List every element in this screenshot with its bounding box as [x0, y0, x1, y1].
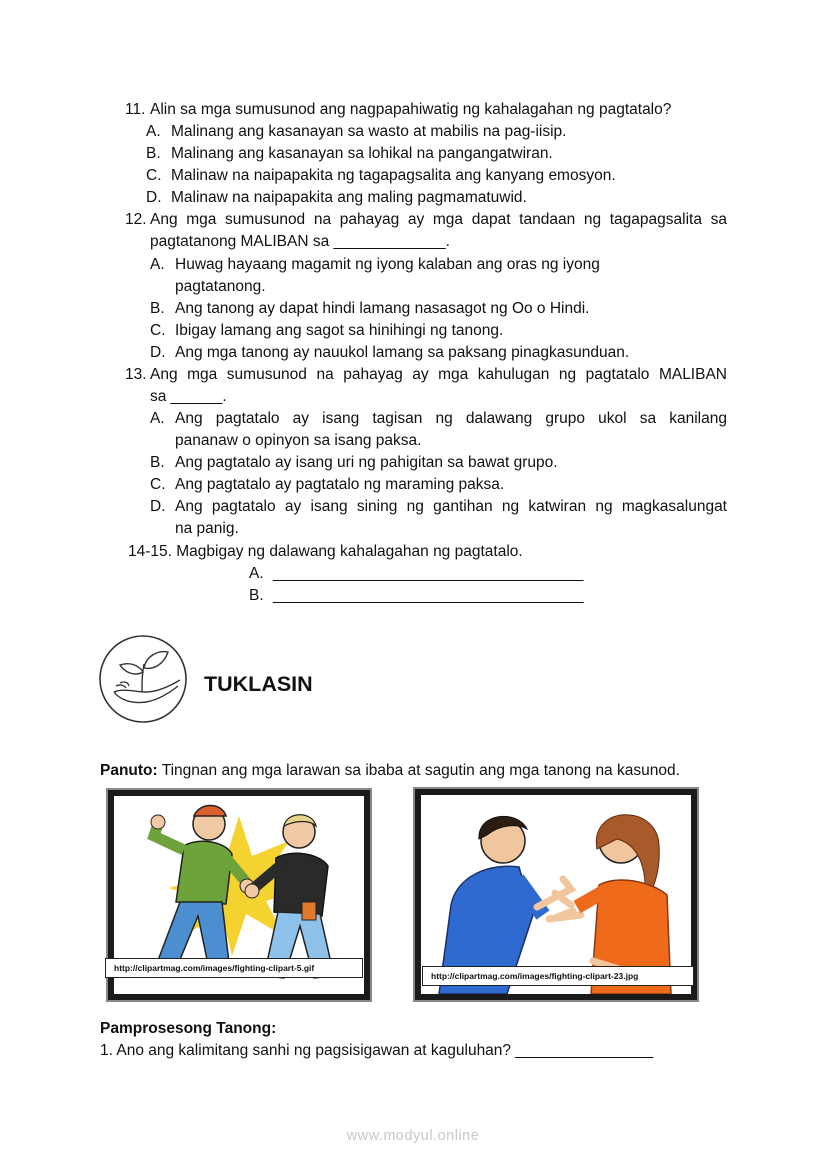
- q11-option-letter: B.: [146, 145, 161, 162]
- q13-option-letter: C.: [150, 476, 166, 493]
- seedling-hand-icon: [98, 634, 188, 724]
- q11-option-letter: C.: [146, 167, 162, 184]
- q12-option-letter: D.: [150, 344, 166, 361]
- q13-option-a-line1: Ang pagtatalo ay isang tagisan ng dalawang grupo ukol sa kanilang: [175, 410, 727, 427]
- q14-15-stem: 14-15. Magbigay ng dalawang kahalagahan ng pagtatalo.: [128, 543, 523, 560]
- q12-option-a-line2: pagtatanong.: [175, 278, 266, 295]
- q12-option-c: Ibigay lamang ang sagot sa hinihingi ng tanong.: [175, 322, 504, 339]
- q11-number: 11.: [125, 101, 146, 118]
- answer-blank-b[interactable]: ____________________________________: [273, 587, 584, 604]
- instruction-label: Panuto:: [100, 762, 158, 779]
- answer-letter-a: A.: [249, 565, 264, 582]
- q12-option-a-line1: Huwag hayaang magamit ng iyong kalaban ang oras ng iyong: [175, 256, 600, 273]
- instruction: [100, 760, 680, 782]
- q11-option-letter: A.: [146, 123, 161, 140]
- image-1-caption[interactable]: http://clipartmag.com/images/fighting-clipart-5.gif: [105, 958, 363, 978]
- q12-number: 12.: [125, 211, 147, 228]
- q13-option-letter: D.: [150, 498, 166, 515]
- q11-option-c: Malinaw na naipapakita ng tagapagsalita ang kanyang emosyon.: [171, 167, 616, 184]
- q13-option-c: Ang pagtatalo ay pagtatalo ng maraming paksa.: [175, 476, 505, 493]
- q11-option-a: Malinang ang kasanayan sa wasto at mabilis na pag-iisip.: [171, 123, 567, 140]
- answer-blank-a[interactable]: ____________________________________: [273, 565, 584, 582]
- processing-question-1: 1. Ano ang kalimitang sanhi ng pagsisigawan at kaguluhan? ________________: [100, 1042, 654, 1059]
- q13-stem-line2: sa ______.: [150, 388, 227, 405]
- answer-letter-b: B.: [249, 587, 264, 604]
- q12-stem-line2: pagtatanong MALIBAN sa _____________.: [150, 233, 450, 250]
- watermark: www.modyul.online: [346, 1128, 480, 1144]
- q13-stem-line1: Ang mga sumusunod na pahayag ay mga kahulugan ng pagtatalo MALIBAN: [150, 366, 727, 383]
- q12-option-letter: A.: [150, 256, 165, 273]
- q11-option-b: Malinang ang kasanayan sa lohikal na pangangatwiran.: [171, 145, 553, 162]
- q13-number: 13.: [125, 366, 147, 383]
- q11-stem: Alin sa mga sumusunod ang nagpapahiwatig ng kahalagahan ng pagtatalo?: [150, 101, 672, 118]
- q13-option-letter: A.: [150, 410, 165, 427]
- q12-option-b: Ang tanong ay dapat hindi lamang nasasagot ng Oo o Hindi.: [175, 300, 590, 317]
- image-2-caption[interactable]: http://clipartmag.com/images/fighting-clipart-23.jpg: [422, 966, 694, 986]
- processing-questions-heading: Pamprosesong Tanong:: [100, 1020, 277, 1037]
- q12-option-d: Ang mga tanong ay nauukol lamang sa paksang pinagkasunduan.: [175, 344, 630, 361]
- q12-option-letter: C.: [150, 322, 166, 339]
- q13-option-d-line1: Ang pagtatalo ay isang sining ng gantihan ng katwiran ng magkasalungat: [175, 498, 727, 515]
- q12-option-letter: B.: [150, 300, 165, 317]
- q13-option-d-line2: na panig.: [175, 520, 239, 537]
- q13-option-letter: B.: [150, 454, 165, 471]
- q13-option-a-line2: pananaw o opinyon sa isang paksa.: [175, 432, 422, 449]
- section-title: TUKLASIN: [204, 672, 313, 696]
- instruction-text: Tingnan ang mga larawan sa ibaba at sagutin ang mga tanong na kasunod.: [157, 762, 680, 779]
- q11-option-letter: D.: [146, 189, 162, 206]
- q12-stem-line1: Ang mga sumusunod na pahayag ay mga dapat tandaan ng tagapagsalita sa: [150, 211, 727, 228]
- q11-option-d: Malinaw na naipapakita ang maling pagmamatuwid.: [171, 189, 527, 206]
- q13-option-b: Ang pagtatalo ay isang uri ng pahigitan sa bawat grupo.: [175, 454, 558, 471]
